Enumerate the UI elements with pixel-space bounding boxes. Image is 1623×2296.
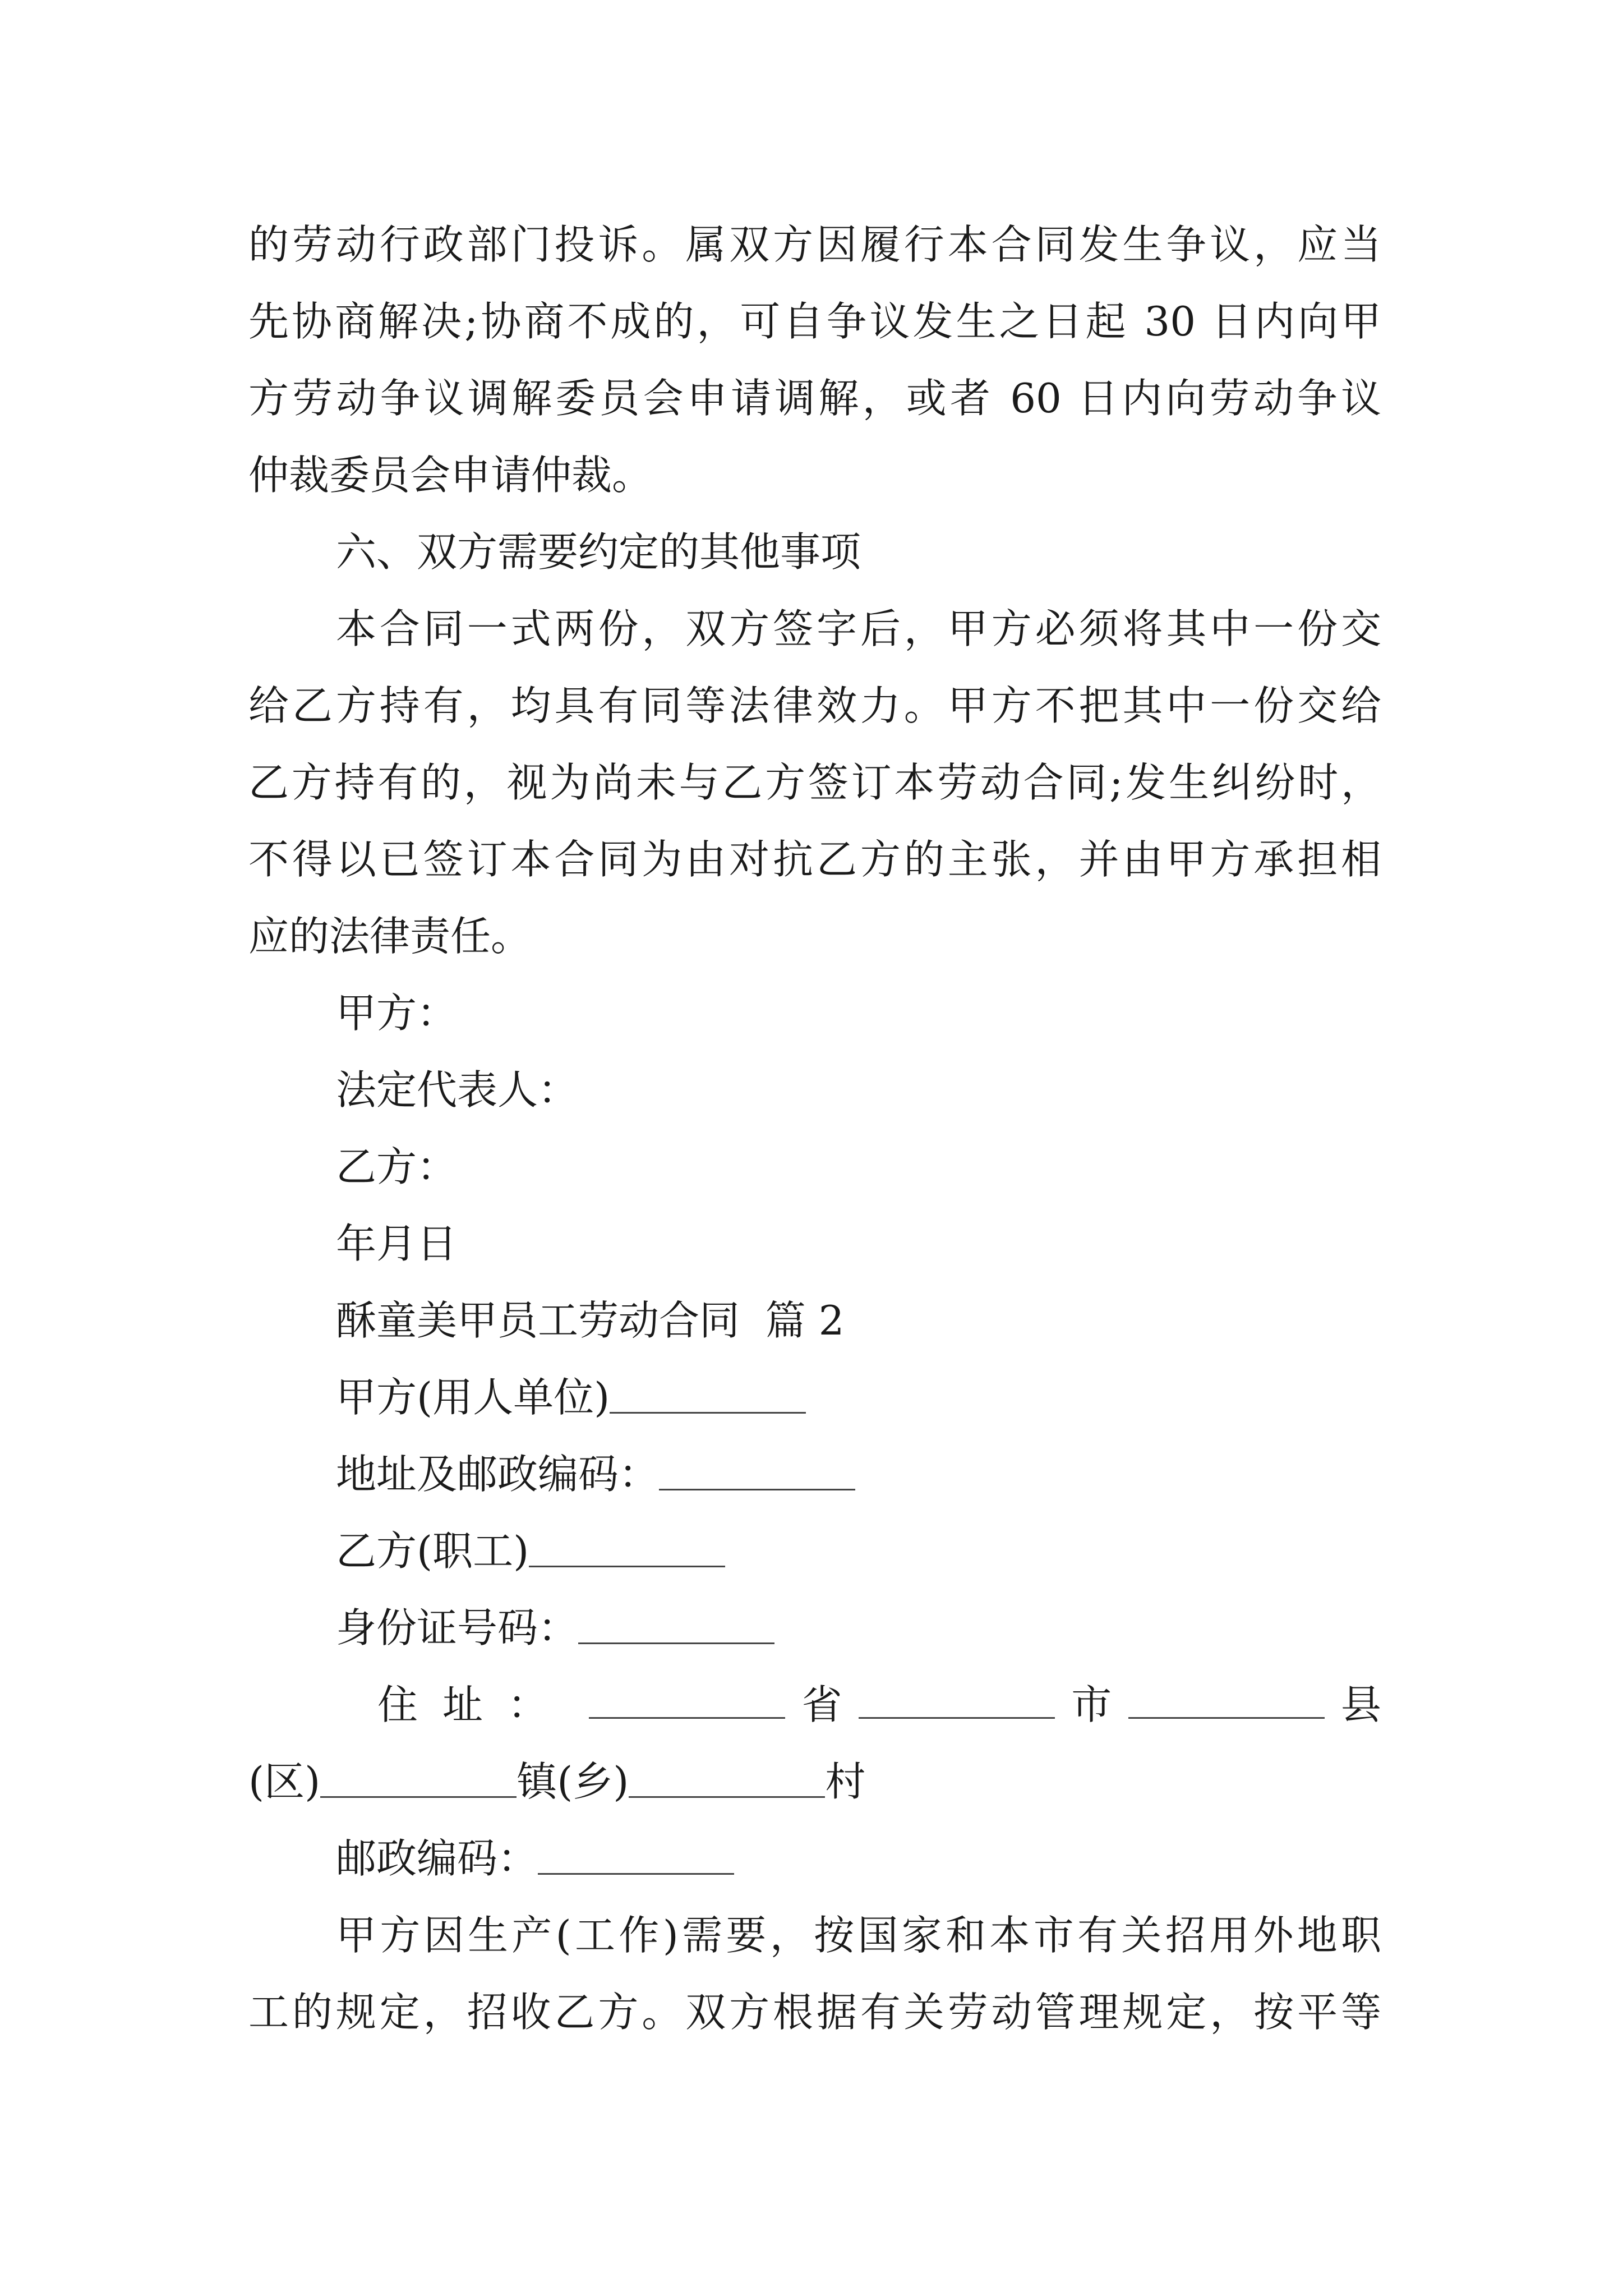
employee-blank[interactable] bbox=[529, 1566, 725, 1567]
town-label: 镇(乡) bbox=[517, 1758, 629, 1805]
province-blank[interactable] bbox=[589, 1717, 785, 1719]
village-label: 村 bbox=[825, 1758, 866, 1805]
address-postcode-label: 地址及邮政编码： bbox=[336, 1451, 660, 1498]
postcode-label: 邮政编码： bbox=[336, 1835, 538, 1882]
paragraph-line: 应的法律责任。 bbox=[248, 913, 532, 960]
paragraph-line: 先协商解决;协商不成的，可自争议发生之日起 30 日内向甲 bbox=[248, 298, 1381, 345]
id-number-blank[interactable] bbox=[578, 1642, 774, 1644]
city-blank[interactable] bbox=[859, 1717, 1055, 1719]
id-number-label: 身份证号码： bbox=[336, 1604, 579, 1651]
paragraph-line: 的劳动行政部门投诉。属双方因履行本合同发生争议，应当 bbox=[248, 221, 1381, 268]
paragraph-line: 方劳动争议调解委员会申请调解，或者 60 日内向劳动争议 bbox=[248, 375, 1381, 422]
section-heading: 六、双方需要约定的其他事项 bbox=[336, 528, 861, 576]
employer-blank[interactable] bbox=[610, 1412, 806, 1414]
employee-field bbox=[248, 1513, 1381, 1590]
paragraph-line: 工的规定，招收乙方。双方根据有关劳动管理规定，按平等 bbox=[248, 1989, 1381, 2036]
residence-label: 住址： bbox=[377, 1681, 573, 1728]
document-body bbox=[248, 206, 1381, 2051]
party-b-label: 乙方： bbox=[336, 1143, 458, 1190]
paragraph-line: 乙方持有的，视为尚未与乙方签订本劳动合同;发生纠纷时， bbox=[248, 759, 1381, 806]
paragraph-line: 本合同一式两份，双方签字后，甲方必须将其中一份交 bbox=[336, 605, 1381, 652]
id-number-field bbox=[248, 1590, 1381, 1667]
contract-title: 酥童美甲员工劳动合同 篇 2 bbox=[336, 1297, 845, 1344]
address-postcode-field bbox=[248, 1436, 1381, 1513]
postcode-blank[interactable] bbox=[538, 1873, 734, 1875]
legal-representative-label: 法定代表人： bbox=[336, 1066, 579, 1114]
paragraph-line: 给乙方持有，均具有同等法律效力。甲方不把其中一份交给 bbox=[248, 682, 1381, 729]
county-blank[interactable] bbox=[1128, 1717, 1325, 1719]
residence-field bbox=[248, 1667, 1381, 1743]
date-label: 年月日 bbox=[336, 1220, 458, 1267]
district-label: (区) bbox=[248, 1758, 321, 1805]
party-a-label: 甲方： bbox=[336, 990, 458, 1037]
city-label: 市 bbox=[1071, 1681, 1112, 1728]
district-blank[interactable] bbox=[320, 1796, 517, 1798]
postcode-field bbox=[248, 1820, 1381, 1897]
paragraph-line: 不得以已签订本合同为由对抗乙方的主张，并由甲方承担相 bbox=[248, 836, 1381, 883]
town-blank[interactable] bbox=[629, 1796, 825, 1798]
employee-label: 乙方(职工) bbox=[336, 1527, 529, 1575]
paragraph-line: 甲方因生产(工作)需要，按国家和本市有关招用外地职 bbox=[336, 1912, 1381, 1959]
province-label: 省 bbox=[801, 1681, 842, 1728]
employer-label: 甲方(用人单位) bbox=[336, 1374, 610, 1421]
address-postcode-blank[interactable] bbox=[659, 1489, 855, 1490]
paragraph-line: 仲裁委员会申请仲裁。 bbox=[248, 452, 653, 499]
residence-field-continued bbox=[248, 1743, 1381, 1820]
employer-field bbox=[248, 1359, 1381, 1436]
county-label: 县 bbox=[1340, 1681, 1381, 1728]
